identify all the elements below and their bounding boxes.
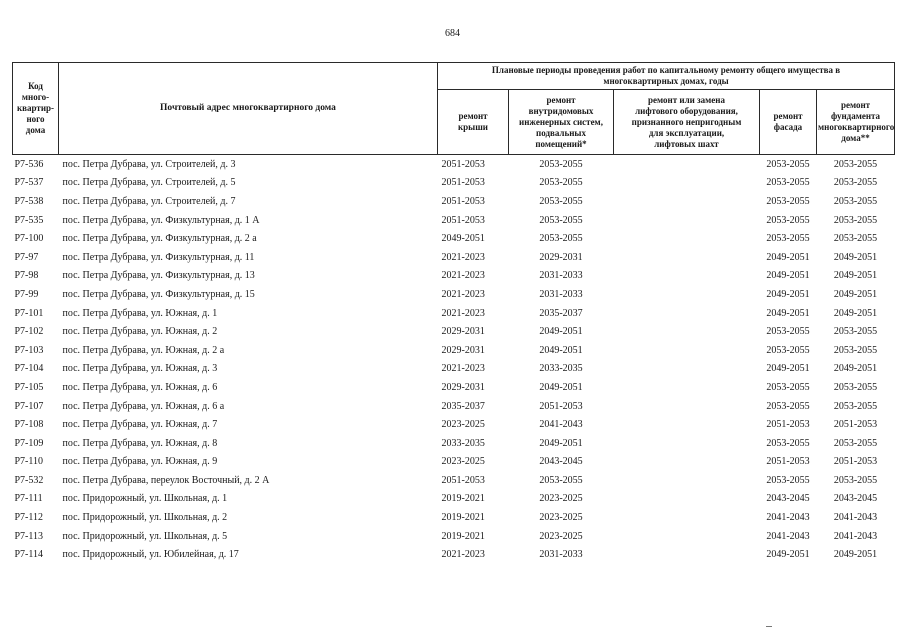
header-elevator: ремонт или замена лифтового оборудования, признанного непригодным для эксплуатации, лифтовых шахт: [614, 90, 760, 155]
cell-roof: 2029-2031: [441, 344, 485, 356]
cell-roof: 2051-2053: [441, 195, 485, 207]
header-foundation: ремонт фундамента многоквартирного дома**: [817, 90, 895, 155]
cell-roof: 2049-2051: [441, 233, 485, 245]
cell-address: пос. Петра Дубрава, ул. Южная, д. 7: [62, 419, 218, 431]
cell-facade: 2053-2055: [766, 474, 810, 486]
cell-address: пос. Петра Дубрава, ул. Физкультурная, д. 13: [62, 270, 255, 282]
cell-address: пос. Придорожный, ул. Юбилейная, д. 17: [62, 549, 239, 561]
cell-address: пос. Петра Дубрава, ул. Южная, д. 6: [62, 381, 218, 393]
header-periods-group: Плановые периоды проведения работ по капитальному ремонту общего имущества в многоквартирных домах, годы: [438, 63, 895, 90]
cell-code: Р7-105: [14, 381, 44, 393]
cell-elevator: [614, 527, 760, 546]
cell-facade: 2049-2051: [766, 288, 810, 300]
cell-address: пос. Петра Дубрава, ул. Южная, д. 6 а: [62, 400, 225, 412]
cell-address: пос. Петра Дубрава, ул. Физкультурная, д. 15: [62, 288, 255, 300]
cell-code: Р7-98: [14, 270, 39, 282]
cell-facade: 2051-2053: [766, 456, 810, 468]
cell-foundation: 2053-2055: [833, 195, 878, 207]
cell-code: Р7-101: [14, 307, 44, 319]
cell-foundation: 2049-2051: [833, 288, 878, 300]
cell-elevator: [614, 508, 760, 527]
cell-code: Р7-99: [14, 288, 39, 300]
cell-engineering: 2053-2055: [539, 195, 583, 207]
cell-code: Р7-109: [14, 437, 44, 449]
cell-code: Р7-536: [14, 158, 44, 170]
cell-engineering: 2049-2051: [539, 344, 583, 356]
cell-foundation: 2053-2055: [833, 400, 878, 412]
cell-foundation: 2049-2051: [833, 549, 878, 561]
cell-engineering: 2023-2025: [539, 493, 583, 505]
cell-engineering: 2053-2055: [539, 474, 583, 486]
cell-elevator: [614, 304, 760, 323]
cell-roof: 2029-2031: [441, 381, 485, 393]
cell-foundation: 2053-2055: [833, 233, 878, 245]
cell-elevator: [614, 174, 760, 193]
cell-roof: 2029-2031: [441, 326, 485, 338]
table-row: [13, 397, 895, 416]
cell-engineering: 2031-2033: [539, 270, 583, 282]
cell-foundation: 2053-2055: [833, 158, 878, 170]
cell-engineering: 2049-2051: [539, 381, 583, 393]
table-row: [13, 471, 895, 490]
cell-address: пос. Петра Дубрава, ул. Южная, д. 8: [62, 437, 218, 449]
cell-code: Р7-532: [14, 474, 44, 486]
cell-elevator: [614, 322, 760, 341]
cell-foundation: 2043-2045: [833, 493, 878, 505]
table-row: [13, 378, 895, 397]
table-row: [13, 360, 895, 379]
cell-elevator: [614, 211, 760, 230]
cell-facade: 2049-2051: [766, 363, 810, 375]
cell-roof: 2021-2023: [441, 307, 485, 319]
cell-engineering: 2049-2051: [539, 437, 583, 449]
cell-roof: 2021-2023: [441, 288, 485, 300]
cell-code: Р7-107: [14, 400, 44, 412]
table-row: [13, 229, 895, 248]
cell-address: пос. Петра Дубрава, ул. Южная, д. 3: [62, 363, 218, 375]
cell-facade: 2053-2055: [766, 437, 810, 449]
cell-engineering: 2053-2055: [539, 158, 583, 170]
table-row: [13, 304, 895, 323]
cell-foundation: 2053-2055: [833, 344, 878, 356]
table-row: [13, 490, 895, 509]
header-roof: ремонт крыши: [438, 90, 509, 155]
cell-address: пос. Придорожный, ул. Школьная, д. 1: [62, 493, 228, 505]
cell-code: Р7-535: [14, 214, 44, 226]
cell-code: Р7-100: [14, 233, 44, 245]
cell-elevator: [614, 471, 760, 490]
cell-roof: 2021-2023: [441, 270, 485, 282]
cell-address: пос. Петра Дубрава, ул. Южная, д. 2 а: [62, 344, 225, 356]
cell-roof: 2033-2035: [441, 437, 485, 449]
cell-elevator: [614, 192, 760, 211]
cell-code: Р7-103: [14, 344, 44, 356]
cell-elevator: [614, 341, 760, 360]
cell-facade: 2041-2043: [766, 512, 810, 524]
cell-engineering: 2033-2035: [539, 363, 583, 375]
cell-address: пос. Придорожный, ул. Школьная, д. 5: [62, 530, 228, 542]
table-row: [13, 434, 895, 453]
cell-engineering: 2043-2045: [539, 456, 583, 468]
cell-engineering: 2053-2055: [539, 233, 583, 245]
cell-engineering: 2031-2033: [539, 288, 583, 300]
cell-engineering: 2051-2053: [539, 400, 583, 412]
cell-facade: 2053-2055: [766, 344, 810, 356]
cell-elevator: [614, 248, 760, 267]
table-row: [13, 248, 895, 267]
cell-foundation: 2041-2043: [833, 530, 878, 542]
cell-elevator: [614, 453, 760, 472]
cell-engineering: 2023-2025: [539, 512, 583, 524]
cell-engineering: 2041-2043: [539, 419, 583, 431]
cell-code: Р7-112: [14, 512, 44, 524]
cell-foundation: 2051-2053: [833, 456, 878, 468]
table-row: [13, 545, 895, 564]
cell-facade: 2053-2055: [766, 177, 810, 189]
cell-engineering: 2029-2031: [539, 251, 583, 263]
cell-elevator: [614, 434, 760, 453]
cell-foundation: 2053-2055: [833, 177, 878, 189]
cell-elevator: [614, 155, 760, 174]
cell-roof: 2023-2025: [441, 419, 485, 431]
cell-facade: 2049-2051: [766, 270, 810, 282]
cell-code: Р7-111: [14, 493, 43, 505]
cell-elevator: [614, 285, 760, 304]
cell-code: Р7-114: [14, 549, 44, 561]
cell-foundation: 2053-2055: [833, 381, 878, 393]
repair-schedule-table: [12, 62, 895, 564]
cell-code: Р7-97: [14, 251, 39, 263]
header-address: Почтовый адрес многоквартирного дома: [59, 63, 438, 155]
table-row: [13, 285, 895, 304]
cell-address: пос. Петра Дубрава, ул. Строителей, д. 7: [62, 195, 236, 207]
cell-engineering: 2031-2033: [539, 549, 583, 561]
cell-address: пос. Петра Дубрава, ул. Строителей, д. 3: [62, 158, 236, 170]
cell-address: пос. Петра Дубрава, ул. Физкультурная, д. 11: [62, 251, 255, 263]
cell-facade: 2049-2051: [766, 251, 810, 263]
page-number: 684: [445, 28, 460, 39]
cell-elevator: [614, 397, 760, 416]
table-row: [13, 508, 895, 527]
table-row: [13, 415, 895, 434]
table-body: [13, 155, 895, 565]
cell-facade: 2053-2055: [766, 233, 810, 245]
cell-engineering: 2053-2055: [539, 214, 583, 226]
cell-facade: 2053-2055: [766, 158, 810, 170]
table-row: [13, 267, 895, 286]
cell-roof: 2035-2037: [441, 400, 485, 412]
scan-mark: [766, 626, 772, 627]
cell-elevator: [614, 229, 760, 248]
cell-elevator: [614, 545, 760, 564]
table-row: [13, 453, 895, 472]
cell-engineering: 2023-2025: [539, 530, 583, 542]
table-row: [13, 155, 895, 174]
cell-engineering: 2053-2055: [539, 177, 583, 189]
table-row: [13, 341, 895, 360]
table-row: [13, 211, 895, 230]
cell-facade: 2043-2045: [766, 493, 810, 505]
cell-foundation: 2053-2055: [833, 326, 878, 338]
cell-code: Р7-102: [14, 326, 44, 338]
table-row: [13, 192, 895, 211]
cell-facade: 2053-2055: [766, 381, 810, 393]
cell-roof: 2051-2053: [441, 177, 485, 189]
cell-foundation: 2051-2053: [833, 419, 878, 431]
cell-foundation: 2053-2055: [833, 214, 878, 226]
cell-facade: 2053-2055: [766, 195, 810, 207]
cell-elevator: [614, 415, 760, 434]
cell-roof: 2019-2021: [441, 530, 485, 542]
cell-roof: 2019-2021: [441, 512, 485, 524]
cell-elevator: [614, 360, 760, 379]
cell-roof: 2051-2053: [441, 158, 485, 170]
header-engineering: ремонт внутридомовых инженерных систем, подвальных помещений*: [509, 90, 614, 155]
cell-engineering: 2049-2051: [539, 326, 583, 338]
cell-roof: 2051-2053: [441, 474, 485, 486]
cell-engineering: 2035-2037: [539, 307, 583, 319]
cell-elevator: [614, 267, 760, 286]
cell-facade: 2051-2053: [766, 419, 810, 431]
cell-facade: 2053-2055: [766, 400, 810, 412]
cell-roof: 2051-2053: [441, 214, 485, 226]
cell-foundation: 2041-2043: [833, 512, 878, 524]
cell-roof: 2021-2023: [441, 363, 485, 375]
cell-address: пос. Петра Дубрава, ул. Строителей, д. 5: [62, 177, 236, 189]
table-row: [13, 527, 895, 546]
header-code: Код много- квартир- ного дома: [13, 63, 59, 155]
cell-facade: 2053-2055: [766, 214, 810, 226]
cell-code: Р7-104: [14, 363, 44, 375]
cell-code: Р7-108: [14, 419, 44, 431]
cell-roof: 2019-2021: [441, 493, 485, 505]
cell-code: Р7-113: [14, 530, 44, 542]
cell-address: пос. Петра Дубрава, ул. Физкультурная, д. 1 А: [62, 214, 260, 226]
cell-facade: 2053-2055: [766, 326, 810, 338]
cell-foundation: 2049-2051: [833, 251, 878, 263]
cell-code: Р7-538: [14, 195, 44, 207]
cell-facade: 2041-2043: [766, 530, 810, 542]
cell-foundation: 2053-2055: [833, 437, 878, 449]
table-row: [13, 322, 895, 341]
cell-address: пос. Придорожный, ул. Школьная, д. 2: [62, 512, 228, 524]
cell-foundation: 2049-2051: [833, 363, 878, 375]
cell-code: Р7-537: [14, 177, 44, 189]
cell-roof: 2021-2023: [441, 251, 485, 263]
table-row: [13, 174, 895, 193]
cell-facade: 2049-2051: [766, 549, 810, 561]
cell-roof: 2023-2025: [441, 456, 485, 468]
cell-foundation: 2049-2051: [833, 307, 878, 319]
cell-elevator: [614, 378, 760, 397]
cell-address: пос. Петра Дубрава, ул. Физкультурная, д. 2 а: [62, 233, 257, 245]
cell-code: Р7-110: [14, 456, 44, 468]
cell-address: пос. Петра Дубрава, ул. Южная, д. 9: [62, 456, 218, 468]
header-facade: ремонт фасада: [760, 90, 817, 155]
cell-roof: 2021-2023: [441, 549, 485, 561]
cell-foundation: 2053-2055: [833, 474, 878, 486]
cell-address: пос. Петра Дубрава, ул. Южная, д. 2: [62, 326, 218, 338]
cell-elevator: [614, 490, 760, 509]
cell-address: пос. Петра Дубрава, переулок Восточный, д. 2 А: [62, 474, 270, 486]
cell-address: пос. Петра Дубрава, ул. Южная, д. 1: [62, 307, 218, 319]
cell-foundation: 2049-2051: [833, 270, 878, 282]
cell-facade: 2049-2051: [766, 307, 810, 319]
